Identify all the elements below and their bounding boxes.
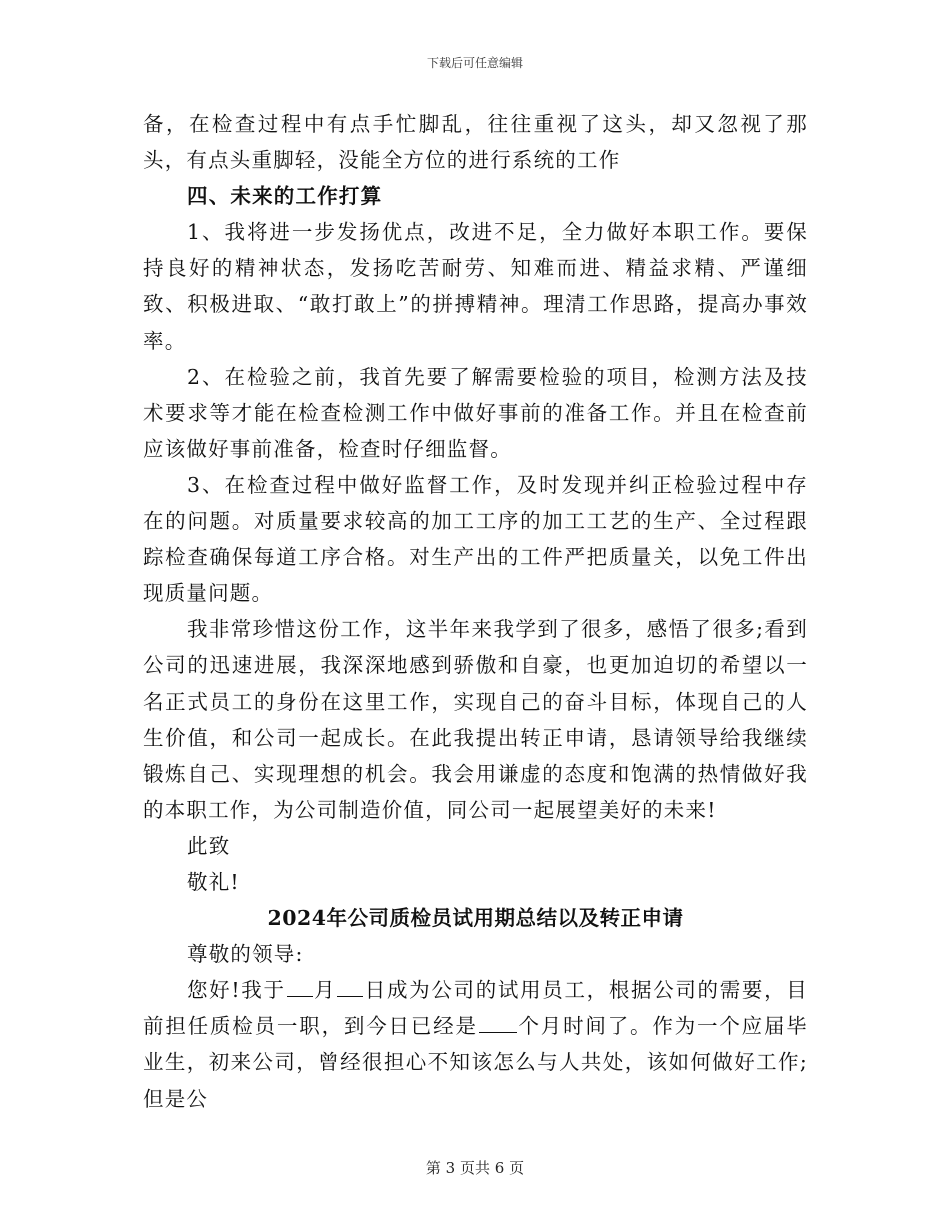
section-heading-future-plans: 四、未来的工作打算 bbox=[187, 184, 383, 209]
blank-months-count bbox=[479, 1014, 517, 1033]
document-body bbox=[143, 106, 808, 1117]
closing-paragraph: 我非常珍惜这份工作，这半年来我学到了很多，感悟了很多;看到公司的迅速进展，我深深地感到骄傲和自豪，也更加迫切的希望以一名正式员工的身份在这里工作，实现自己的奋斗目标，体现自己的人生价值，和公司一起成长。在此我提出转正申请，恳请领导给我继续锻炼自己、实现理想的机会。我会用谦虚的态度和饱满的热情做好我的本职工作，为公司制造价值，同公司一起展望美好的未来! bbox=[143, 617, 808, 822]
plan-item-1: 1、我将进一步发扬优点，改进不足，全力做好本职工作。要保持良好的精神状态，发扬吃苦耐劳、知难而进、精益求精、严谨细致、积极进取、“敢打敢上”的拼搏精神。理清工作思路，提高办事效率。 bbox=[143, 220, 808, 353]
page-footer: 第 3 页共 6 页 bbox=[425, 1159, 525, 1177]
greeting-paragraph bbox=[143, 972, 808, 1116]
paragraph-continued: 备，在检查过程中有点手忙脚乱，往往重视了这头，却又忽视了那头，有点头重脚轻，没能全方位的进行系统的工作 bbox=[143, 112, 808, 173]
blank-day bbox=[337, 978, 363, 997]
plan-item-2: 2、在检验之前，我首先要了解需要检验的项目，检测方法及技术要求等才能在检查检测工作中做好事前的准备工作。并且在检查前应该做好事前准备，检查时仔细监督。 bbox=[143, 364, 808, 461]
closing-jingli: 敬礼! bbox=[187, 869, 240, 894]
salutation: 尊敬的领导: bbox=[187, 942, 304, 967]
greeting-text-c: 日成为公司的试用员工，根据公司的需要，目前担任质检员一职，到今日已经是 bbox=[143, 978, 808, 1039]
blank-month bbox=[287, 978, 313, 997]
closing-cizhi: 此致 bbox=[187, 833, 231, 858]
greeting-text-b: 月 bbox=[313, 978, 337, 1003]
page-header: 下载后可任意编辑 bbox=[426, 56, 523, 70]
greeting-text-d: 个月时间了。作为一个应届毕业生，初来公司，曾经很担心不知该怎么与人共处，该如何做好工作;但是公 bbox=[143, 1014, 809, 1111]
plan-item-3: 3、在检查过程中做好监督工作，及时发现并纠正检验过程中存在的问题。对质量要求较高的加工工序的加工工艺的生产、全过程跟踪检查确保每道工序合格。对生产出的工件严把质量关，以免工件出现质量问题。 bbox=[143, 472, 808, 606]
greeting-text-a: 您好!我于 bbox=[187, 978, 286, 1003]
document-title: 2024年公司质检员试用期总结以及转正申请 bbox=[267, 906, 684, 931]
